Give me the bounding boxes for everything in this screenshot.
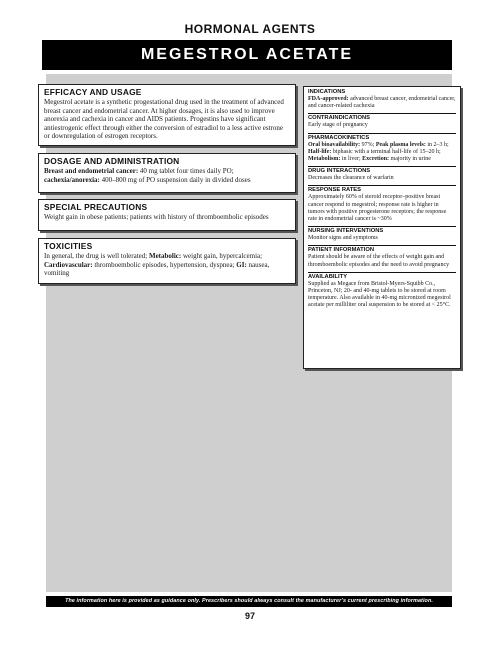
toxicities-metabolic-text: weight gain, hypercalcemia; xyxy=(181,252,263,260)
toxicities-text xyxy=(44,252,290,278)
toxicities-intro: In general, the drug is well tolerated; xyxy=(44,252,149,260)
contraindications-text: Early stage of pregnancy xyxy=(308,122,368,129)
interactions-text: Decreases the clearance of warfarin xyxy=(308,175,394,182)
nursing-section xyxy=(308,226,456,242)
dosage-heading: DOSAGE AND ADMINISTRATION xyxy=(44,156,180,166)
pk-metab-text: in liver; xyxy=(340,156,363,163)
indications-section xyxy=(308,88,456,110)
patient-info-section xyxy=(308,245,456,268)
efficacy-box xyxy=(38,84,296,146)
dosage-text xyxy=(44,167,290,184)
pk-half-label: Half-life: xyxy=(308,148,332,155)
page-number: 97 xyxy=(244,611,255,621)
disclaimer-bar: The information here is provided as guidance only. Prescribers should always consult the manufacturer’s current prescribing information. xyxy=(46,596,452,607)
indications-label: FDA-approved: xyxy=(308,96,349,102)
toxicities-metabolic-label: Metabolic: xyxy=(148,252,182,260)
pharmacokinetics-heading: PHARMACOKINETICS xyxy=(308,133,456,141)
availability-text: Supplied as Megace from Bristol-Myers-Squibb Co., Princeton, NJ; 20- and 40-mg tablets to be stored at room temperature. Also available in 40-mg micronized megestrol acetate per milliliter oral suspension to be stored at < 25°C. xyxy=(308,280,451,309)
pk-excr-label: Excretion: xyxy=(362,156,390,163)
efficacy-text: Megestrol acetate is a synthetic progestational drug used in the treatment of advanced breast cancer and endometrial cancer. At higher dosages, it is also used to improve anorexia and cachexia in cancer and AIDS patients. Progestins have significant antiestrogenic effect through either the conversion of estradiol to a less active estrone or downregulation of estrogen receptors. xyxy=(44,98,284,141)
toxicities-cardio-text: thromboembolic episodes, hypertension, dyspnea; xyxy=(92,260,237,269)
pharmacokinetics-text xyxy=(308,142,456,164)
nursing-text: Monitor signs and symptoms xyxy=(308,235,378,242)
toxicities-cardio-label: Cardiovascular: xyxy=(44,260,93,269)
contraindications-section xyxy=(308,113,456,129)
pk-metab-label: Metabolism: xyxy=(308,156,341,163)
dosage-box xyxy=(38,153,296,193)
efficacy-heading: EFFICACY AND USAGE xyxy=(44,87,142,97)
pk-half-text: biphasic with a terminal half-life of 15–20 h; xyxy=(331,148,441,155)
interactions-section xyxy=(308,166,456,182)
precautions-text: Weight gain in obese patients; patients with history of thromboembolic episodes xyxy=(44,213,269,221)
availability-section xyxy=(308,272,456,310)
pharmacokinetics-section xyxy=(308,133,456,164)
toxicities-gi-label: GI: xyxy=(236,260,247,269)
dosage-text-breast: 40 mg tablet four times daily PO; xyxy=(138,167,234,175)
summary-column xyxy=(303,86,461,369)
patient-info-heading: PATIENT INFORMATION xyxy=(308,245,456,253)
response-section xyxy=(308,185,456,223)
indications-value: advanced breast cancer, endometrial cancer, and cancer-related cachexia xyxy=(308,96,456,110)
toxicities-heading: TOXICITIES xyxy=(44,241,93,251)
precautions-box xyxy=(38,199,296,231)
indications-text xyxy=(308,96,456,110)
dosage-label-breast: Breast and endometrial cancer: xyxy=(44,167,139,175)
toxicities-gi-text: nausea, vomiting xyxy=(44,260,270,278)
response-text: Approximately 60% of steroid receptor–positive breast cancer respond to megestrol; response rate is higher in tumors with positive progesterone receptors; the response rate in endometrial cancer is ~30% xyxy=(308,194,447,223)
availability-heading: AVAILABILITY xyxy=(308,272,456,280)
drug-title: MEGESTROL ACETATE xyxy=(42,40,452,70)
dosage-label-cachexia: cachexia/anorexia: xyxy=(44,175,100,184)
pk-bio-text: 97%; xyxy=(360,141,376,148)
pk-excr-text: majority in urine xyxy=(389,156,431,163)
response-heading: RESPONSE RATES xyxy=(308,185,456,193)
dosage-text-cachexia: 400–800 mg of PO suspension daily in divided doses xyxy=(99,175,251,184)
interactions-heading: DRUG INTERACTIONS xyxy=(308,166,456,174)
contraindications-heading: CONTRAINDICATIONS xyxy=(308,113,456,121)
indications-heading: INDICATIONS xyxy=(308,89,346,95)
patient-info-text: Patient should be aware of the effects of weight gain and thromboembolic episodes and the need to avoid pregnancy xyxy=(308,254,450,268)
precautions-heading: SPECIAL PRECAUTIONS xyxy=(44,202,148,212)
pk-bio-label: Oral bioavailability: xyxy=(308,141,361,148)
nursing-heading: NURSING INTERVENTIONS xyxy=(308,226,456,234)
pk-peak-text: in 2–3 h; xyxy=(425,141,449,148)
pk-peak-label: Peak plasma levels: xyxy=(375,141,426,148)
toxicities-box xyxy=(38,238,296,284)
section-header: HORMONAL AGENTS xyxy=(184,22,316,36)
